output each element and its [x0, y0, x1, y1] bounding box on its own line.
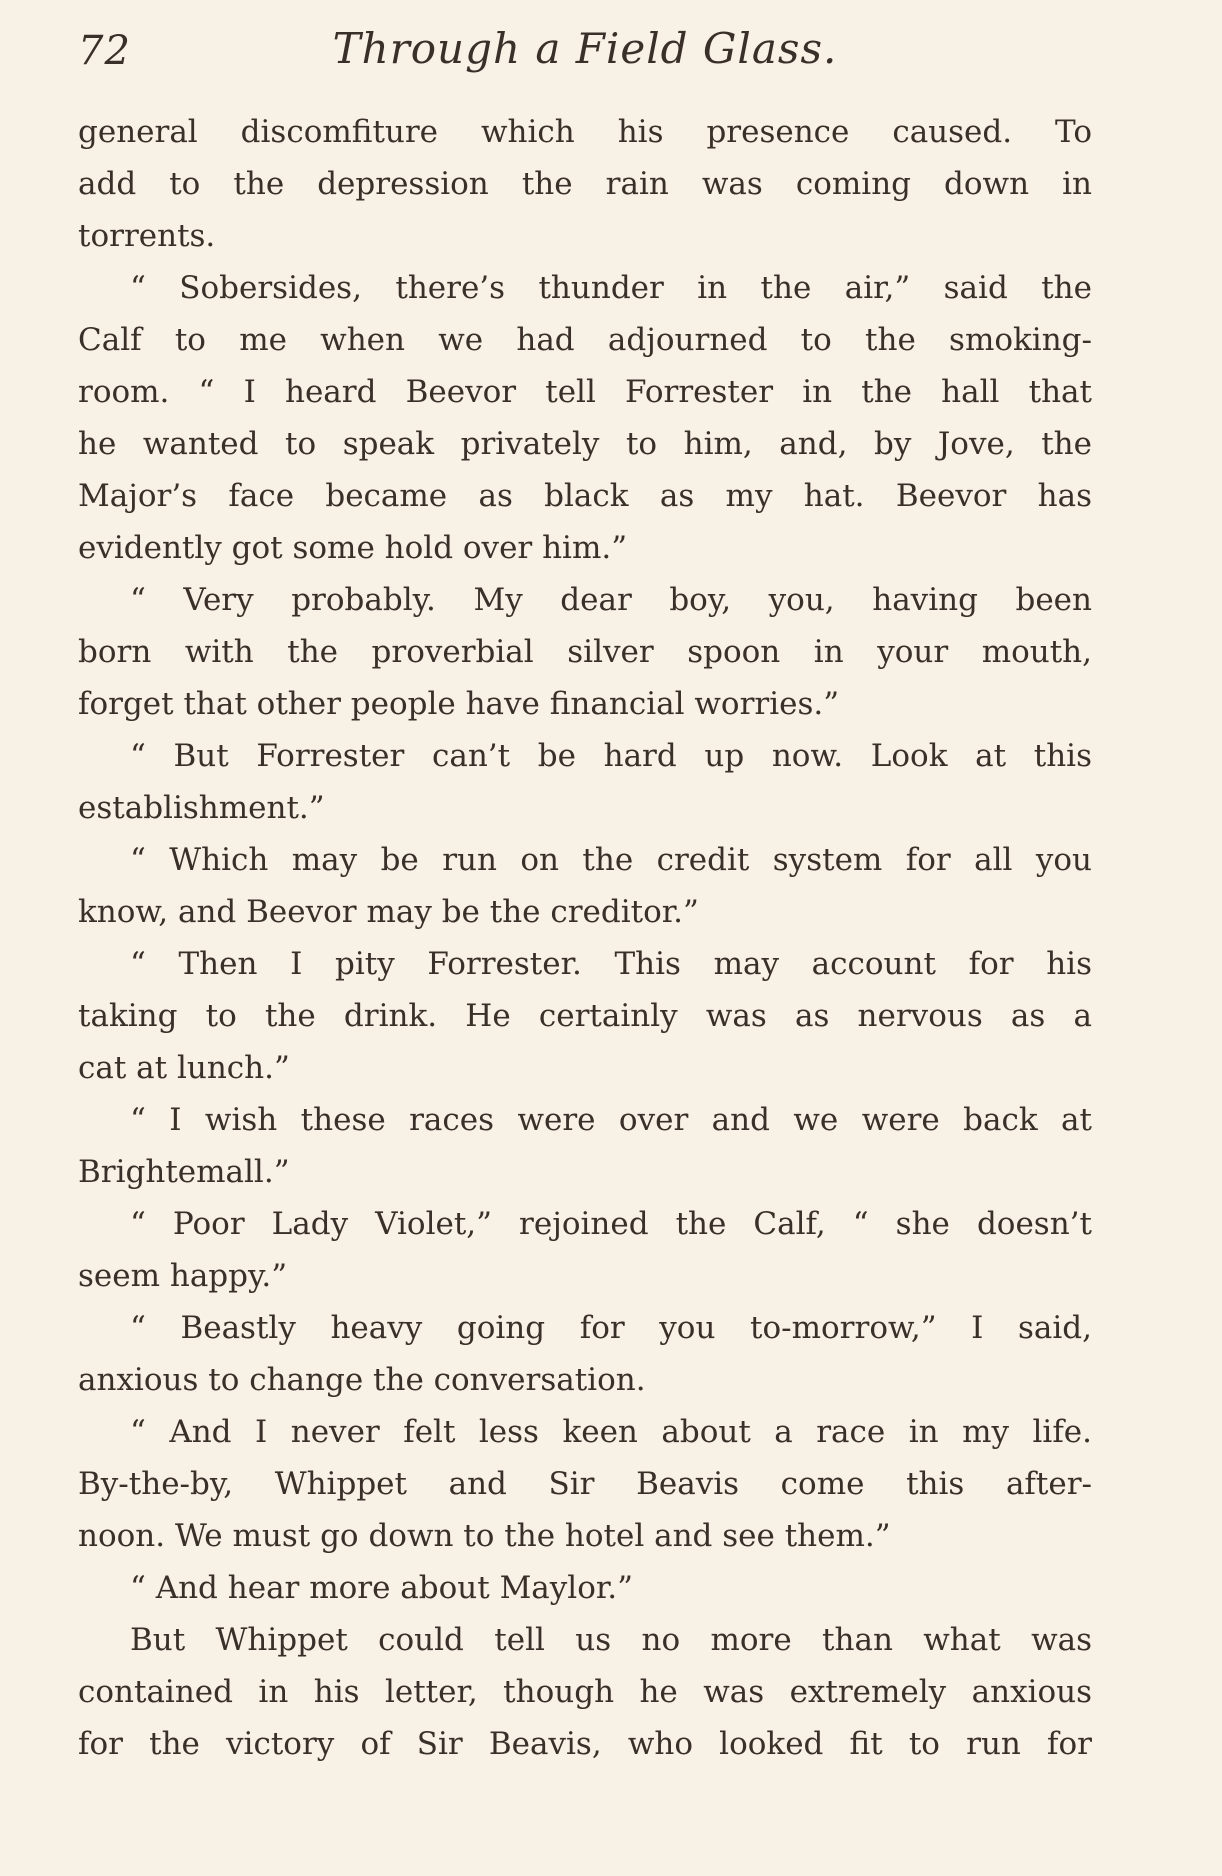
text-line: he wanted to speak privately to him, and, by Jove, the — [78, 426, 1092, 462]
text-line: “ But Forrester can’t be hard up now. Look at this — [130, 738, 1092, 774]
text-line: born with the proverbial silver spoon in your mouth, — [78, 634, 1092, 670]
page-header — [78, 18, 1092, 84]
text-line: “ Poor Lady Violet,” rejoined the Calf, “ she doesn’t — [130, 1206, 1092, 1242]
text-line: evidently got some hold over him.” — [78, 530, 628, 566]
page-number: 72 — [78, 28, 131, 74]
text-line: seem happy.” — [78, 1258, 288, 1294]
text-line: “ And hear more about Maylor.” — [130, 1570, 633, 1606]
text-line: “ I wish these races were over and we were back at — [130, 1102, 1092, 1138]
text-line: Calf to me when we had adjourned to the smoking- — [78, 322, 1092, 358]
text-line: forget that other people have financial worries.” — [78, 686, 840, 722]
text-line: for the victory of Sir Beavis, who looked fit to run for — [78, 1726, 1092, 1762]
text-line: torrents. — [78, 218, 216, 254]
text-line: room. “ I heard Beevor tell Forrester in the hall that — [78, 374, 1092, 410]
text-line: taking to the drink. He certainly was as nervous as a — [78, 998, 1092, 1034]
text-line: know, and Beevor may be the creditor.” — [78, 894, 699, 930]
text-line: But Whippet could tell us no more than what was — [130, 1622, 1092, 1658]
text-line: “ Very probably. My dear boy, you, having been — [130, 582, 1092, 618]
text-line: general discomfiture which his presence caused. To — [78, 114, 1092, 150]
text-line: cat at lunch.” — [78, 1050, 290, 1086]
text-line: “ And I never felt less keen about a race in my life. — [130, 1414, 1092, 1450]
text-line: contained in his letter, though he was extremely anxious — [78, 1674, 1092, 1710]
text-line: “ Which may be run on the credit system for all you — [130, 842, 1092, 878]
text-line: “ Sobersides, there’s thunder in the air,” said the — [130, 270, 1092, 306]
text-line: anxious to change the conversation. — [78, 1362, 646, 1398]
text-line: add to the depression the rain was coming down in — [78, 166, 1092, 202]
text-line: “ Beastly heavy going for you to-morrow,” I said, — [130, 1310, 1092, 1346]
body-text — [78, 106, 1092, 1770]
text-line: noon. We must go down to the hotel and see them.” — [78, 1518, 891, 1554]
text-line: “ Then I pity Forrester. This may account for his — [130, 946, 1092, 982]
text-line: By-the-by, Whippet and Sir Beavis come this after- — [78, 1466, 1092, 1502]
text-line: Major’s face became as black as my hat. Beevor has — [78, 478, 1092, 514]
text-line: establishment.” — [78, 790, 325, 826]
text-line: Brightemall.” — [78, 1154, 290, 1190]
running-title: Through a Field Glass. — [332, 24, 838, 73]
